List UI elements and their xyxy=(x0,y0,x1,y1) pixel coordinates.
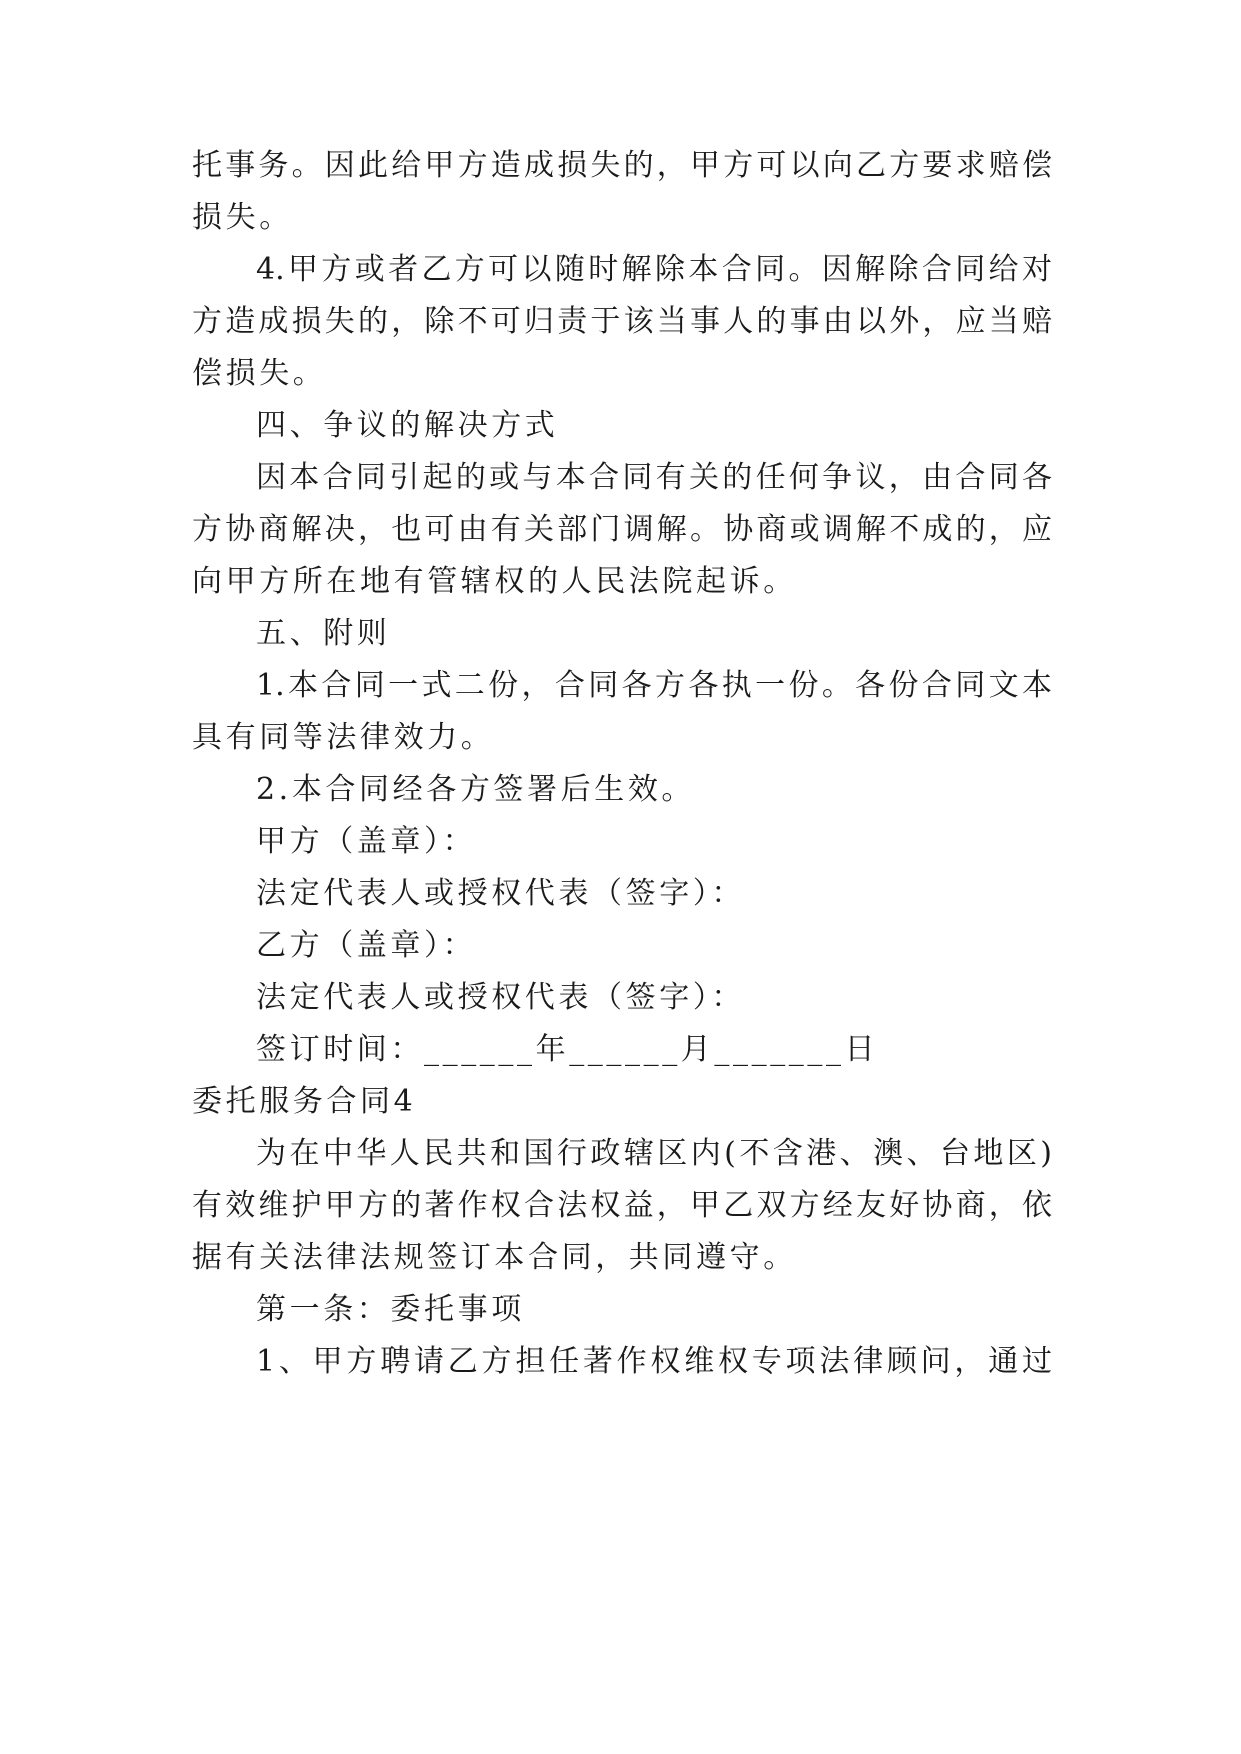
text-line: 偿损失。 xyxy=(192,356,327,391)
text-line: 据有关法律法规签订本合同，共同遵守。 xyxy=(192,1240,797,1275)
text-line: 2.本合同经各方签署后生效。 xyxy=(256,772,696,807)
text-line: 托事务。因此给甲方造成损失的，甲方可以向乙方要求赔偿 xyxy=(192,148,1052,183)
signing-date: 签订时间：______年______月_______日 xyxy=(256,1032,879,1067)
signature-label: 法定代表人或授权代表（签字）： xyxy=(256,876,745,911)
section-heading: 四、争议的解决方式 xyxy=(256,408,559,443)
text-line: 1.本合同一式二份，合同各方各执一份。各份合同文本 xyxy=(256,668,1052,703)
signature-label: 甲方（盖章）： xyxy=(256,824,477,859)
section-heading: 第一条：委托事项 xyxy=(256,1292,525,1327)
text-line: 4.甲方或者乙方可以随时解除本合同。因解除合同给对 xyxy=(256,252,1052,287)
signature-label: 乙方（盖章）： xyxy=(256,928,477,963)
text-line: 方造成损失的，除不可归责于该当事人的事由以外，应当赔 xyxy=(192,304,1052,339)
text-line: 损失。 xyxy=(192,200,293,235)
section-heading: 五、附则 xyxy=(256,616,391,651)
text-line: 1、甲方聘请乙方担任著作权维权专项法律顾问，通过 xyxy=(256,1344,1052,1379)
text-line: 方协商解决，也可由有关部门调解。协商或调解不成的，应 xyxy=(192,512,1052,547)
text-line: 向甲方所在地有管辖权的人民法院起诉。 xyxy=(192,564,797,599)
text-line: 因本合同引起的或与本合同有关的任何争议，由合同各 xyxy=(256,460,1052,495)
text-line: 为在中华人民共和国行政辖区内(不含港、澳、台地区) xyxy=(256,1136,1052,1171)
text-line: 具有同等法律效力。 xyxy=(192,720,495,755)
signature-label: 法定代表人或授权代表（签字）： xyxy=(256,980,745,1015)
contract-title: 委托服务合同4 xyxy=(192,1084,417,1119)
text-line: 有效维护甲方的著作权合法权益，甲乙双方经友好协商，依 xyxy=(192,1188,1052,1223)
